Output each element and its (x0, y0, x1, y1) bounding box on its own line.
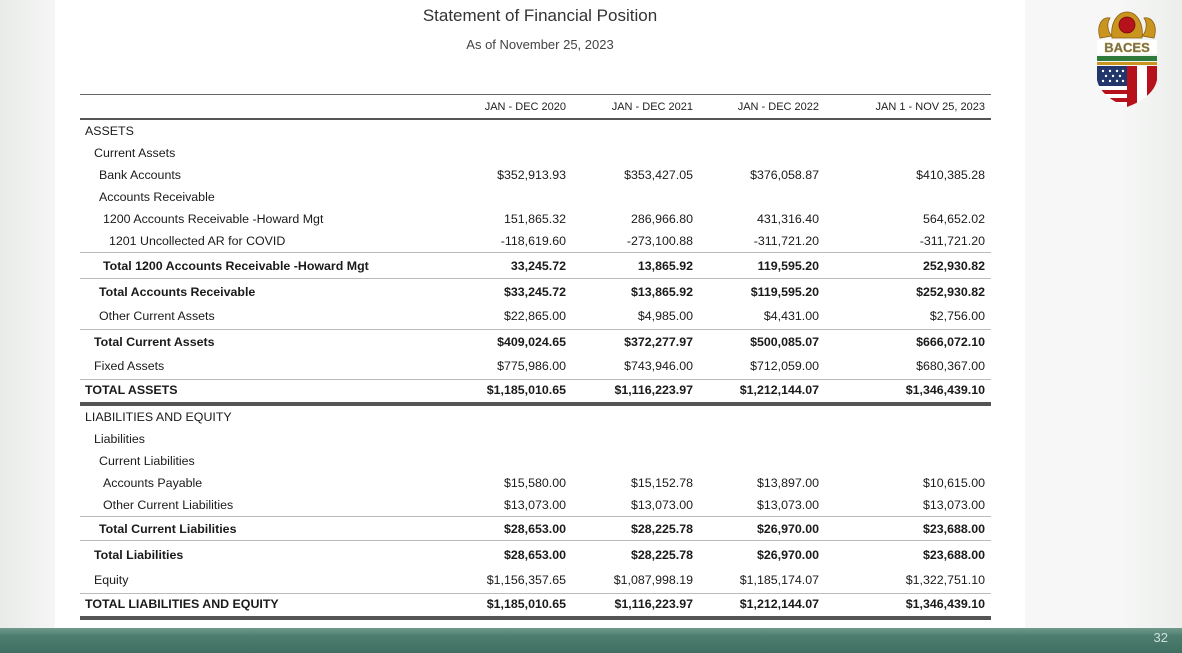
cell-value: $1,156,357.65 (486, 573, 566, 587)
column-header: JAN 1 - NOV 25, 2023 (875, 101, 985, 113)
row-label: Total 1200 Accounts Receivable -Howard Mgt (103, 259, 369, 273)
cell-value: $23,688.00 (922, 522, 985, 536)
row-label: Equity (94, 573, 129, 587)
row-label: Total Accounts Receivable (99, 285, 256, 299)
baces-logo (1092, 8, 1162, 108)
table-row-total (80, 329, 991, 354)
logo-text: BACES (1104, 40, 1150, 55)
row-label: Other Current Liabilities (103, 498, 234, 512)
cell-value: 564,652.02 (922, 212, 985, 226)
crest-shield-icon (1092, 8, 1162, 108)
cell-value: $743,946.00 (624, 359, 693, 373)
table-row (80, 164, 991, 186)
table-row (80, 568, 991, 593)
cell-value: $353,427.05 (624, 168, 693, 182)
row-label: Accounts Payable (103, 476, 203, 490)
report-page (55, 0, 1025, 628)
cell-value: $15,152.78 (630, 476, 693, 490)
row-label: Current Assets (94, 146, 176, 160)
column-header: JAN - DEC 2021 (611, 101, 693, 113)
cell-value: $1,087,998.19 (613, 573, 693, 587)
cell-value: 33,245.72 (510, 259, 566, 273)
cell-value: $352,913.93 (497, 168, 566, 182)
table-row (80, 304, 991, 329)
cell-value: $13,073.00 (922, 498, 985, 512)
cell-value: $15,580.00 (503, 476, 566, 490)
cell-value: $13,865.92 (630, 285, 693, 299)
table-row (80, 472, 991, 494)
row-label: Total Current Liabilities (99, 522, 237, 536)
table-row-total (80, 516, 991, 540)
cell-value: $1,116,223.97 (614, 383, 693, 397)
financial-table (80, 94, 991, 620)
table-row (80, 230, 991, 252)
table-row-total (80, 252, 991, 278)
table-row (80, 494, 991, 516)
cell-value: $2,756.00 (929, 309, 985, 323)
cell-value: $26,970.00 (756, 548, 819, 562)
table-row-grand-total (80, 379, 991, 406)
cell-value: $1,322,751.10 (905, 573, 985, 587)
column-header: JAN - DEC 2022 (737, 101, 819, 113)
column-header: JAN - DEC 2020 (484, 101, 566, 113)
cell-value: $26,970.00 (756, 522, 819, 536)
cell-value: $376,058.87 (750, 168, 819, 182)
cell-value: $1,116,223.97 (614, 597, 693, 611)
cell-value: $1,185,174.07 (739, 573, 819, 587)
row-label: Accounts Receivable (99, 190, 215, 204)
cell-value: 252,930.82 (922, 259, 985, 273)
row-label: Total Liabilities (94, 548, 184, 562)
cell-value: $252,930.82 (916, 285, 985, 299)
cell-value: $666,072.10 (916, 335, 985, 349)
cell-value: $10,615.00 (922, 476, 985, 490)
table-row (80, 450, 991, 472)
cell-value: $1,185,010.65 (486, 383, 566, 397)
cell-value: $13,073.00 (630, 498, 693, 512)
cell-value: $1,212,144.07 (739, 383, 819, 397)
table-row-grand-total (80, 593, 991, 620)
table-row (80, 406, 991, 428)
table-row (80, 120, 991, 142)
cell-value: $500,085.07 (750, 335, 819, 349)
cell-value: $1,346,439.10 (905, 597, 985, 611)
table-row (80, 142, 991, 164)
table-row (80, 354, 991, 379)
row-label: 1201 Uncollected AR for COVID (109, 234, 286, 248)
row-label: ASSETS (85, 124, 134, 138)
cell-value: $4,985.00 (637, 309, 693, 323)
cell-value: $712,059.00 (750, 359, 819, 373)
row-label: TOTAL ASSETS (85, 383, 178, 397)
cell-value: 431,316.40 (756, 212, 819, 226)
cell-value: $409,024.65 (497, 335, 566, 349)
cell-value: 151,865.32 (503, 212, 566, 226)
table-row-total (80, 278, 991, 304)
cell-value: -118,619.60 (500, 234, 566, 248)
row-label: 1200 Accounts Receivable -Howard Mgt (103, 212, 324, 226)
cell-value: -311,721.20 (753, 234, 819, 248)
table-row-total (80, 540, 991, 568)
page-number: 32 (1153, 630, 1168, 645)
cell-value: 13,865.92 (637, 259, 693, 273)
cell-value: -273,100.88 (626, 234, 693, 248)
table-row (80, 186, 991, 208)
cell-value: $1,185,010.65 (486, 597, 566, 611)
cell-value: $1,212,144.07 (739, 597, 819, 611)
cell-value: $1,346,439.10 (905, 383, 985, 397)
cell-value: 286,966.80 (630, 212, 693, 226)
cell-value: $119,595.20 (750, 285, 819, 299)
cell-value: $33,245.72 (503, 285, 566, 299)
row-label: Current Liabilities (99, 454, 195, 468)
cell-value: $4,431.00 (763, 309, 819, 323)
row-label: LIABILITIES AND EQUITY (85, 410, 232, 424)
row-label: Bank Accounts (99, 168, 181, 182)
cell-value: -311,721.20 (919, 234, 985, 248)
row-label: Total Current Assets (94, 335, 215, 349)
cell-value: $23,688.00 (922, 548, 985, 562)
cell-value: $410,385.28 (916, 168, 985, 182)
cell-value: $22,865.00 (503, 309, 566, 323)
cell-value: $775,986.00 (497, 359, 566, 373)
cell-value: $28,653.00 (503, 522, 566, 536)
cell-value: 119,595.20 (757, 259, 819, 273)
row-label: Liabilities (94, 432, 145, 446)
table-row (80, 208, 991, 230)
cell-value: $28,225.78 (630, 522, 693, 536)
cell-value: $372,277.97 (624, 335, 693, 349)
report-title: Statement of Financial Position (422, 6, 658, 25)
row-label: Other Current Assets (99, 309, 215, 323)
cell-value: $13,073.00 (503, 498, 566, 512)
table-header (80, 94, 991, 120)
cell-value: $28,225.78 (630, 548, 693, 562)
cell-value: $13,073.00 (756, 498, 819, 512)
cell-value: $13,897.00 (756, 476, 819, 490)
cell-value: $28,653.00 (503, 548, 566, 562)
row-label: Fixed Assets (94, 359, 165, 373)
row-label: TOTAL LIABILITIES AND EQUITY (85, 597, 279, 611)
report-subtitle: As of November 25, 2023 (466, 37, 614, 52)
slide-footer-bar (0, 628, 1182, 653)
table-row (80, 428, 991, 450)
cell-value: $680,367.00 (916, 359, 985, 373)
